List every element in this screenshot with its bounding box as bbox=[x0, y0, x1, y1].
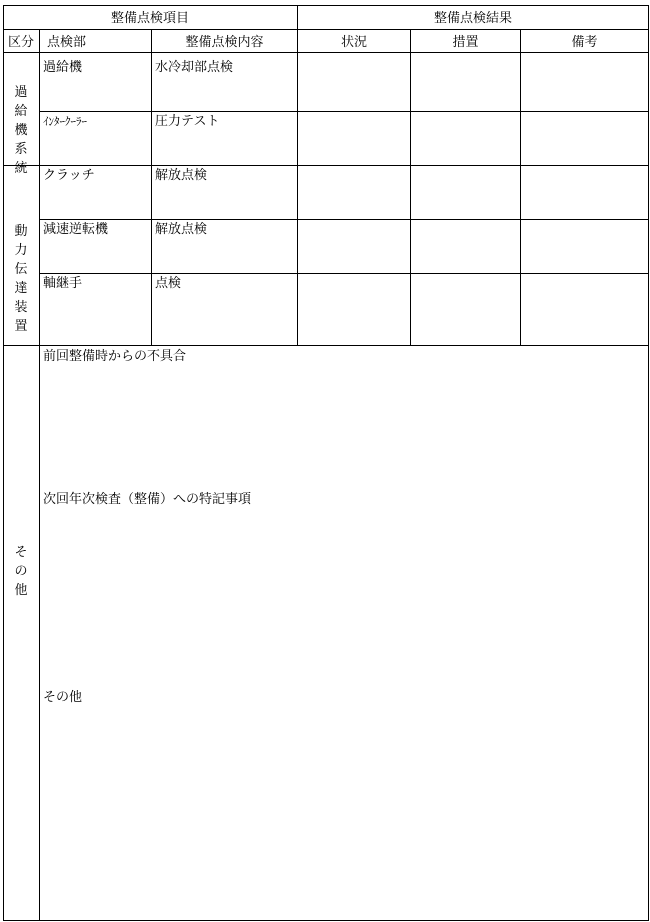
content-label: 解放点検 bbox=[155, 168, 208, 183]
header-results-group: 整備点検結果 bbox=[433, 11, 512, 26]
grid-line bbox=[39, 273, 649, 274]
grid-line bbox=[151, 29, 152, 346]
category-label: 動 力 伝 達 装 置 bbox=[14, 224, 28, 334]
category-label: 過 給 機 系 統 bbox=[14, 85, 28, 176]
grid-line bbox=[520, 29, 521, 346]
category-other bbox=[4, 524, 38, 600]
grid-line bbox=[39, 111, 649, 112]
header-content: 整備点検内容 bbox=[185, 35, 264, 50]
part-label: 過給機 bbox=[43, 60, 83, 75]
grid-line bbox=[3, 5, 649, 6]
header-remarks: 備考 bbox=[571, 35, 598, 50]
part-label: 軸継手 bbox=[43, 276, 83, 291]
part-label: 減速逆転機 bbox=[43, 222, 109, 237]
category-power-transmission bbox=[4, 203, 38, 336]
grid-line bbox=[410, 29, 411, 346]
content-label: 水冷却部点検 bbox=[155, 60, 234, 75]
category-label: そ の 他 bbox=[14, 545, 28, 598]
header-items-group: 整備点検項目 bbox=[110, 11, 189, 26]
grid-line bbox=[39, 219, 649, 220]
grid-line bbox=[3, 29, 649, 30]
note-next-inspection: 次回年次検査（整備）への特記事項 bbox=[43, 492, 252, 507]
note-previous-defects: 前回整備時からの不具合 bbox=[43, 349, 187, 364]
grid-line bbox=[3, 345, 649, 346]
note-other: その他 bbox=[43, 690, 83, 705]
part-label: クラッチ bbox=[43, 168, 95, 183]
header-category: 区分 bbox=[7, 35, 34, 50]
content-label: 解放点検 bbox=[155, 222, 208, 237]
grid-line bbox=[297, 5, 298, 346]
inspection-sheet bbox=[3, 5, 649, 921]
grid-line bbox=[39, 29, 40, 921]
header-status: 状況 bbox=[340, 35, 367, 50]
grid-line bbox=[648, 5, 649, 921]
header-action: 措置 bbox=[452, 35, 479, 50]
category-turbocharger bbox=[4, 64, 38, 178]
part-label: ｲﾝﾀｰｸｰﾗｰ bbox=[43, 115, 87, 128]
grid-line bbox=[3, 52, 649, 53]
content-label: 圧力テスト bbox=[155, 114, 220, 129]
content-label: 点検 bbox=[155, 276, 182, 291]
grid-line bbox=[3, 920, 649, 921]
grid-line bbox=[3, 165, 649, 166]
header-part: 点検部 bbox=[47, 35, 87, 50]
